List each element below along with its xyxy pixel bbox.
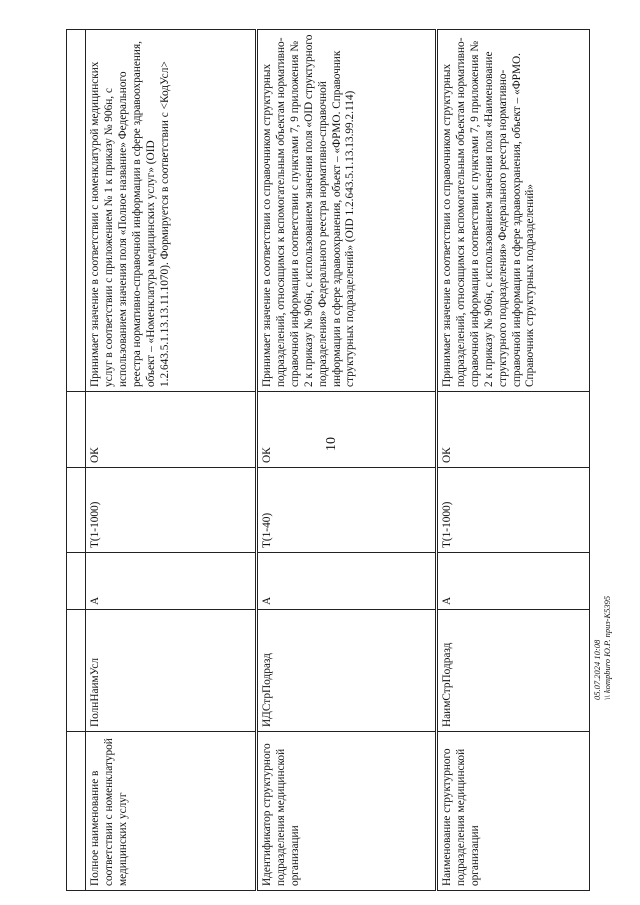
table-cell — [67, 30, 86, 392]
table-row — [86, 30, 257, 891]
description-cell: Принимает значение в соответствии с номенклатурой медицинских услуг в соответствии с приложением № 1 к приказу № 906н, с использованием значения поля «Полное название» Федерального реестра нормативно-справочной информации в сфере здравоохранения, объект – «Номенклатура медицинских услуг» (OID 1.2.643.5.1.13.13.11.1070). Формируется в соответствии с <КодУсл> — [86, 30, 257, 392]
fields-table-frame — [66, 30, 582, 891]
element-name-cell: Наименование структурного подразделения медицинской организации — [437, 732, 590, 891]
description-cell: Принимает значение в соответствии со справочником структурных подразделений, относящимся к вспомогательным объектам нормативно-справочной информации в соответствии с пунктами 7, 9 приложения № 2 к приказу № 906н, с использованием значения поля «OID структурного подразделения» Федерального реестра нормативно-справочной информации в сфере здравоохранения, объект – «ФРМО. Справочник структурных подразделений» (OID 1.2.643.5.1.13.13.99.2.114) — [257, 30, 437, 392]
field-format-cell: Т(1-1000) — [86, 468, 257, 553]
footer-timestamp: 05.07.2024 10:08 — [592, 639, 602, 700]
document-footer — [592, 596, 612, 700]
field-code-cell: ПолнНаимУсл — [86, 610, 257, 732]
table-cell — [67, 468, 86, 553]
field-type-cell: А — [86, 553, 257, 610]
fields-table — [66, 29, 590, 891]
field-code-cell: ИДСтрПодразд — [257, 610, 437, 732]
table-row-top — [67, 30, 86, 891]
table-row — [257, 30, 437, 891]
table-cell — [67, 732, 86, 891]
footer-author: \\ kompburo Ю.Р. приз-К5395 — [602, 595, 612, 700]
table-row — [437, 30, 590, 891]
element-name-cell: Полное наименование в соответствии с номенклатурой медицинских услуг — [86, 732, 257, 891]
field-format-cell: Т(1-1000) — [437, 468, 590, 553]
page-number: 10 — [324, 437, 339, 451]
required-cell: ОК — [257, 392, 437, 468]
description-cell: Принимает значение в соответствии со справочником структурных подразделений, относящимся к вспомогательным объектам нормативно-справочной информации в соответствии с пунктами 7, 9 приложения № 2 к приказу № 906н, с использованием значения поля «Наименование структурного подразделения» Федерального реестра нормативно-справочной информации в сфере здравоохранения, объект – «ФРМО. Справочник структурных подразделений» — [437, 30, 590, 392]
table-cell — [67, 553, 86, 610]
element-name-cell: Идентификатор структурного подразделения медицинской организации — [257, 732, 437, 891]
table-cell — [67, 392, 86, 468]
field-type-cell: А — [437, 553, 590, 610]
field-code-cell: НаимСтрПодразд — [437, 610, 590, 732]
field-type-cell: А — [257, 553, 437, 610]
table-cell — [67, 610, 86, 732]
required-cell: ОК — [437, 392, 590, 468]
required-cell: ОК — [86, 392, 257, 468]
field-format-cell: Т(1-40) — [257, 468, 437, 553]
